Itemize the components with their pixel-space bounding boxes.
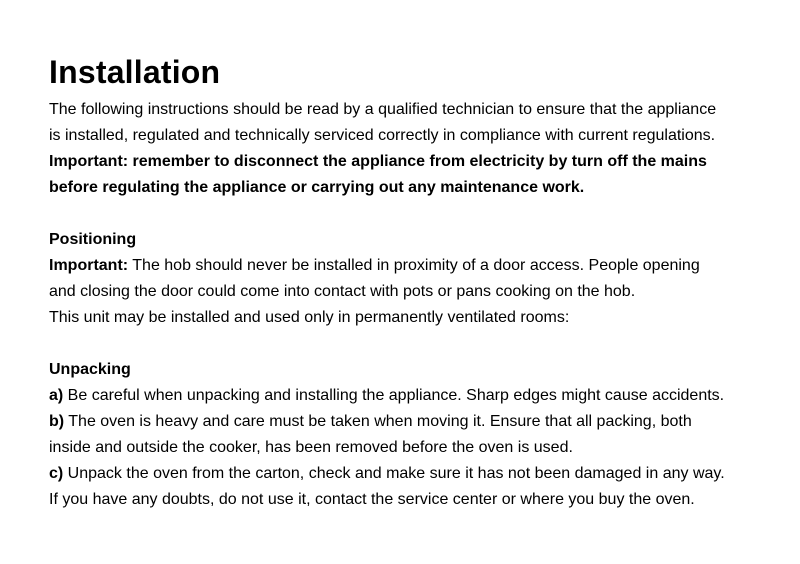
item-b-label: b) [49,413,65,430]
item-a-text: Be careful when unpacking and installing the appliance. Sharp edges might cause accidents. [63,387,725,404]
unpacking-item-c [49,461,779,487]
item-a-label: a) [49,387,64,404]
important-label: Important: [49,257,129,274]
positioning-line-3: This unit may be installed and used only in permanently ventilated rooms: [49,309,570,326]
unpacking-item-c-cont: If you have any doubts, do not use it, contact the service center or where you buy the oven. [49,491,695,508]
spacer [49,331,779,357]
item-b-text: The oven is heavy and care must be taken when moving it. Ensure that all packing, both [64,413,692,430]
spacer [49,201,779,227]
positioning-heading: Positioning [49,231,137,248]
item-c-text: Unpack the oven from the carton, check and make sure it has not been damaged in any way. [63,465,725,482]
document-page [49,52,779,513]
positioning-section [49,227,779,331]
unpacking-heading: Unpacking [49,361,131,378]
page-title: Installation [49,54,221,90]
positioning-line-1-text: The hob should never be installed in proximity of a door access. People opening [128,257,700,274]
positioning-line-1 [49,253,779,279]
intro-paragraph [49,97,779,201]
unpacking-section [49,357,779,513]
intro-line-1: The following instructions should be read by a qualified technician to ensure that the appliance [49,101,717,118]
unpacking-item-b [49,409,779,435]
positioning-line-2: and closing the door could come into contact with pots or pans cooking on the hob. [49,283,636,300]
item-c-label: c) [49,465,64,482]
intro-line-2: is installed, regulated and technically serviced correctly in compliance with current regulations. [49,127,716,144]
important-notice-line-2: before regulating the appliance or carrying out any maintenance work. [49,179,585,196]
unpacking-item-b-cont: inside and outside the cooker, has been removed before the oven is used. [49,439,573,456]
important-notice-line-1: Important: remember to disconnect the appliance from electricity by turn off the mains [49,153,707,170]
unpacking-item-a [49,383,779,409]
